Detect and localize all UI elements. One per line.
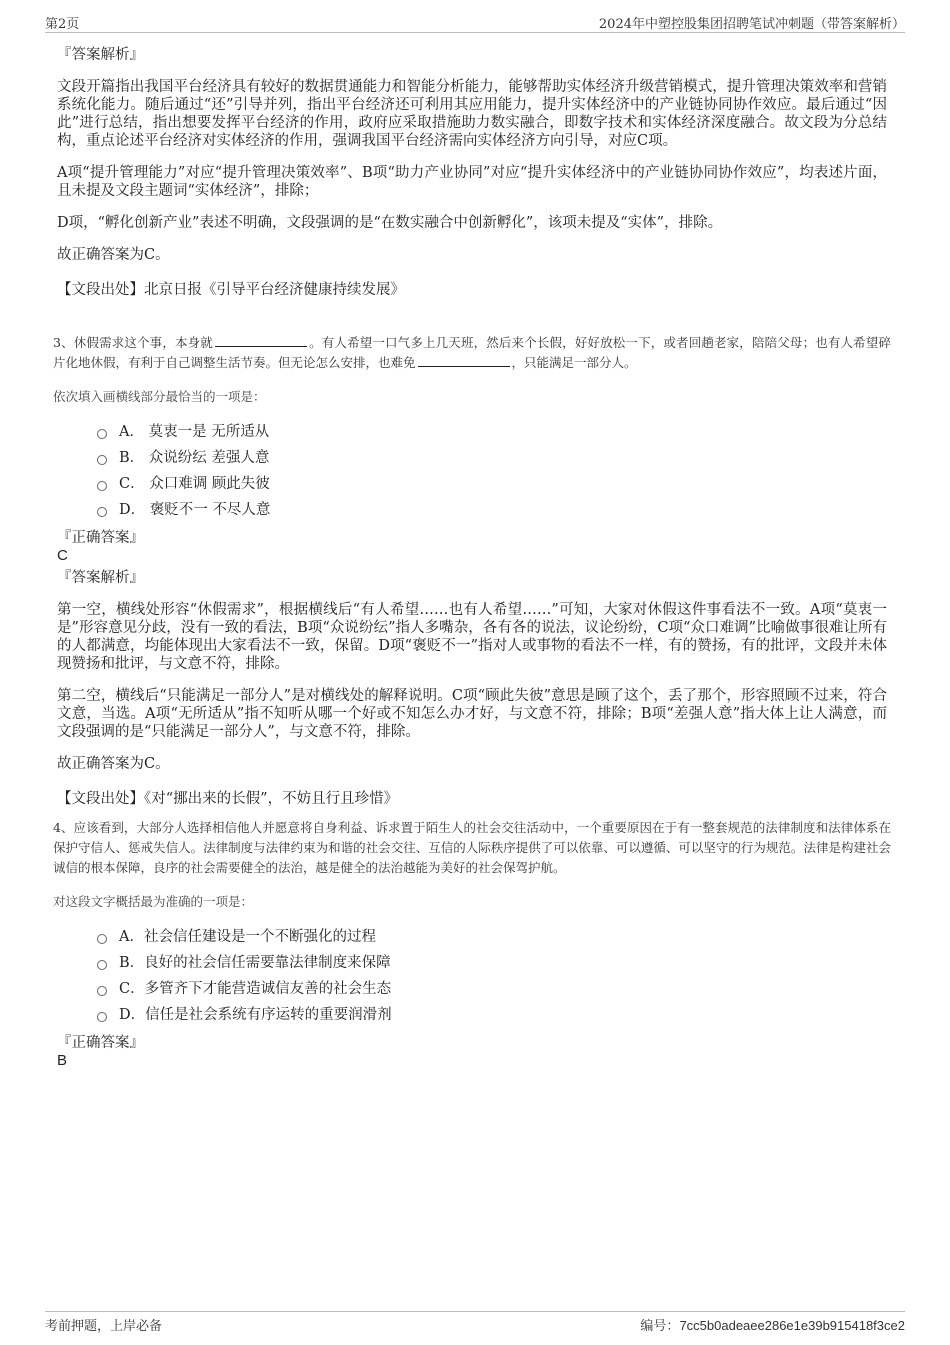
- radio-icon[interactable]: [97, 507, 107, 517]
- q3-answer-heading: 『正确答案』: [57, 530, 144, 546]
- q4-answer-heading: 『正确答案』: [57, 1035, 144, 1051]
- q4-options: [97, 924, 887, 1028]
- q4-stem: 4、应该看到，大部分人选择相信他人并愿意将自身利益、诉求置于陌生人的社会交往活动中，一个重要原因在于有一整套规范的法律制度和法律体系在保护守信人、惩戒失信人。法律制度与法律约束为和谐的社会交往、互信的人际秩序提供了可以依靠、可以遵循、可以坚守的行为规范。法律是构建社会诚信的根本保障，良序的社会需要健全的法治，越是健全的法治越能为美好的社会保驾护航。: [53, 820, 891, 875]
- page-header: [45, 12, 905, 33]
- q3-option-b[interactable]: B． 众说纷纭 差强人意: [97, 445, 887, 471]
- q3-option-a[interactable]: A． 莫衷一是 无所适从: [97, 419, 887, 445]
- fill-blank: [215, 334, 307, 347]
- q2-analysis-paragraph: A项“提升管理能力”对应“提升管理决策效率”、B项“助力产业协同”对应“提升实体经济中的产业链协同协作效应”，均表述片面，且未提及文段主题词“实体经济”，排除；: [57, 165, 887, 199]
- q3-stem: 3、休假需求这个事，本身就 。有人希望一口气多上几天班，然后来个长假，好好放松一下，或者回趟老家，陪陪父母；也有人希望碎片化地休假，有利于自己调整生活节奏。但无论怎么安排，也难免 ，只能满足一部分人。: [53, 335, 891, 370]
- radio-icon[interactable]: [97, 986, 107, 996]
- q3-analysis-heading: 『答案解析』: [57, 570, 144, 586]
- q3-answer: C: [57, 547, 68, 564]
- q4-option-a[interactable]: A．社会信任建设是一个不断强化的过程: [97, 924, 887, 950]
- q4-answer: B: [57, 1052, 68, 1069]
- radio-icon[interactable]: [97, 455, 107, 465]
- radio-icon[interactable]: [97, 481, 107, 491]
- page-footer: [45, 1311, 905, 1334]
- footer-slogan: 考前押题，上岸必备: [45, 1319, 163, 1334]
- fill-blank: [418, 354, 510, 367]
- q3-options: [97, 419, 887, 523]
- q3-analysis-paragraph: 第二空，横线后“只能满足一部分人”是对横线处的解释说明。C项“顾此失彼”意思是顾了这个，丢了那个，形容照顾不过来，符合文意，当选。A项“无所适从”指不知听从哪一个好或不知怎么办才好，与文意不符，排除；B项“差强人意”指大体上让人满意，而文段强调的是“只能满足一部分人”，与文意不符，排除。: [57, 688, 887, 740]
- q3-prompt: 依次填入画横线部分最恰当的一项是：: [53, 389, 266, 404]
- q2-analysis-heading: 『答案解析』: [57, 47, 144, 63]
- q2-analysis-paragraph: 文段开篇指出我国平台经济具有较好的数据贯通能力和智能分析能力，能够帮助实体经济升级营销模式，提升管理决策效率和营销系统化能力。随后通过“还”引导并列，指出平台经济还可利用其应用能力，提升实体经济中的产业链协同协作效应。最后通过“因此”进行总结，指出想要发挥平台经济的作用，政府应采取措施助力数实融合，即数字技术和实体经济深度融合。故文段为分总结构，重点论述平台经济对实体经济的作用，强调我国平台经济需向实体经济方向引导，对应C项。: [57, 79, 887, 149]
- radio-icon[interactable]: [97, 934, 107, 944]
- q3-option-d[interactable]: D． 褒贬不一 不尽人意: [97, 497, 887, 523]
- radio-icon[interactable]: [97, 960, 107, 970]
- radio-icon[interactable]: [97, 429, 107, 439]
- q4-option-c[interactable]: C．多管齐下才能营造诚信友善的社会生态: [97, 976, 887, 1002]
- q2-analysis-paragraph: D项，“孵化创新产业”表述不明确，文段强调的是“在数实融合中创新孵化”，该项未提及“实体”，排除。: [57, 215, 723, 231]
- document-body: [53, 46, 891, 1074]
- q3-option-c[interactable]: C． 众口难调 顾此失彼: [97, 471, 887, 497]
- radio-icon[interactable]: [97, 1012, 107, 1022]
- q2-source: 【文段出处】北京日报《引导平台经济健康持续发展》: [57, 282, 405, 298]
- document-title: 2024年中塑控股集团招聘笔试冲刺题（带答案解析）: [598, 17, 905, 32]
- q4-option-d[interactable]: D．信任是社会系统有序运转的重要润滑剂: [97, 1002, 887, 1028]
- document-code: 编号：7cc5b0adeaee286e1e39b915418f3ce2: [640, 1318, 905, 1334]
- q3-conclusion: 故正确答案为C。: [57, 756, 170, 772]
- q3-analysis-paragraph: 第一空，横线处形容“休假需求”，根据横线后“有人希望……也有人希望……”可知，大家对休假这件事看法不一致。A项“莫衷一是”形容意见分歧，没有一致的看法，B项“众说纷纭”指人多嘴杂，各有各的说法，议论纷纷，C项“众口难调”比喻做事很难让所有的人都满意，均能体现出大家看法不一致，保留。D项“褒贬不一”指对人或事物的看法不一样，有的赞扬，有的批评，文段并未体现赞扬和批评，与文意不符，排除。: [57, 602, 887, 672]
- q3-source: 【文段出处】《对“挪出来的长假”，不妨且行且珍惜》: [57, 791, 399, 807]
- q4-prompt: 对这段文字概括最为准确的一项是：: [53, 894, 254, 909]
- page-number: 第2页: [45, 17, 80, 32]
- q4-option-b[interactable]: B．良好的社会信任需要靠法律制度来保障: [97, 950, 887, 976]
- q2-conclusion: 故正确答案为C。: [57, 247, 170, 263]
